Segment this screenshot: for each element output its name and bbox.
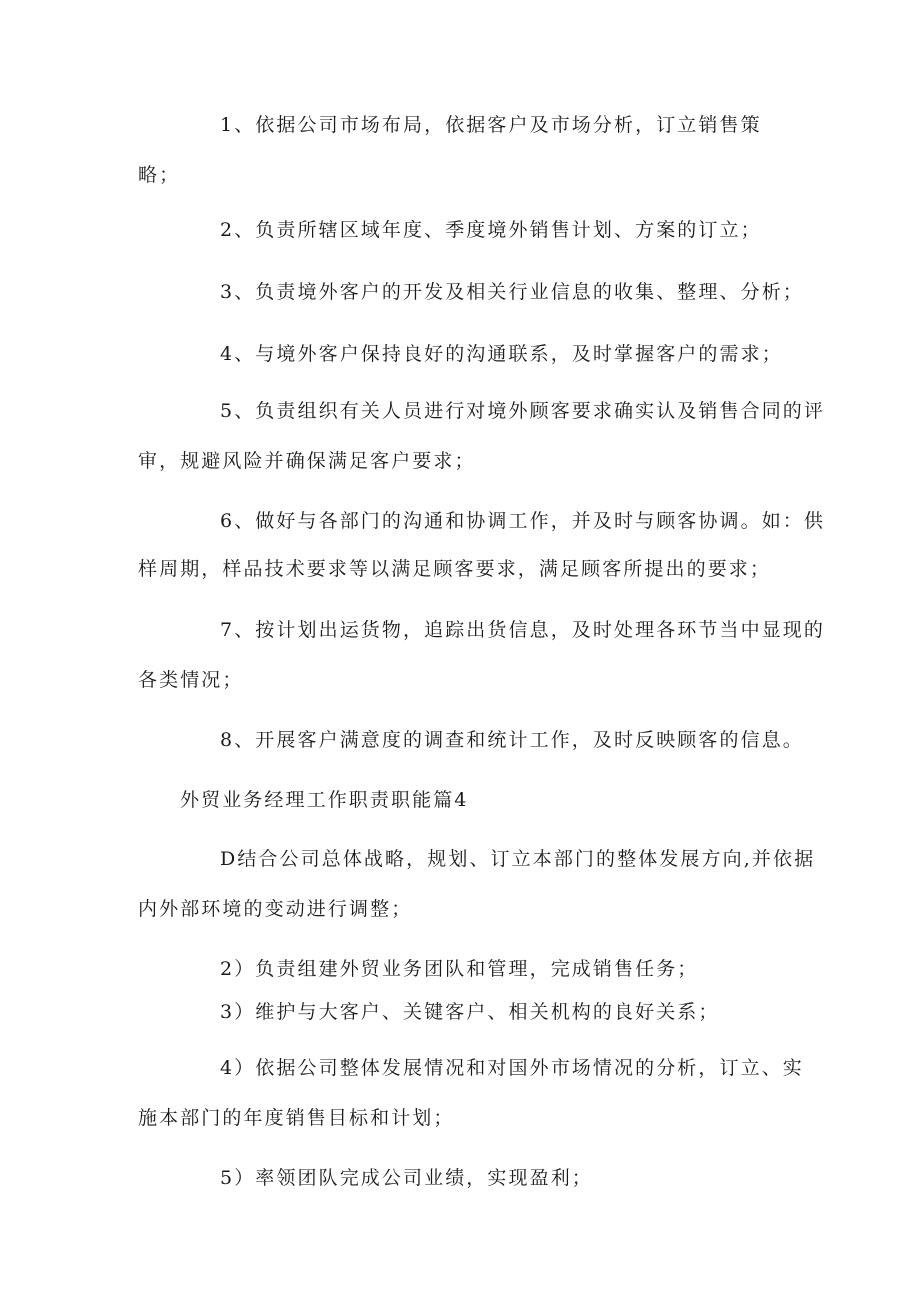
sub-item-1-line-2: 内外部环境的变动进行调整； — [138, 898, 413, 920]
item-1-line-1: 1、依据公司市场布局，依据客户及市场分析，订立销售策 — [220, 114, 762, 136]
sub-item-5: 5）率领团队完成公司业绩，实现盈利； — [220, 1167, 593, 1189]
sub-item-4-line-1: 4）依据公司整体发展情况和对国外市场情况的分析，订立、实 — [220, 1057, 804, 1079]
item-4: 4、与境外客户保持良好的沟通联系，及时掌握客户的需求； — [220, 343, 783, 365]
sub-item-2: 2）负责组建外贸业务团队和管理，完成销售任务； — [220, 958, 699, 980]
item-6-line-2: 样周期，样品技术要求等以满足顾客要求，满足顾客所提出的要求； — [138, 558, 772, 580]
sub-item-3: 3）维护与大客户、关键客户、相关机构的良好关系； — [220, 1001, 720, 1023]
item-5-line-2: 审，规避风险并确保满足客户要求； — [138, 450, 476, 472]
item-3: 3、负责境外客户的开发及相关行业信息的收集、整理、分析； — [220, 281, 804, 303]
section-heading: 外贸业务经理工作职责职能篇4 — [180, 789, 469, 811]
item-1-line-2: 略； — [138, 164, 181, 186]
sub-item-4-line-2: 施本部门的年度销售目标和计划； — [138, 1107, 455, 1129]
item-7-line-2: 各类情况； — [138, 669, 244, 691]
item-8: 8、开展客户满意度的调查和统计工作，及时反映顾客的信息。 — [220, 729, 804, 751]
item-5-line-1: 5、负责组织有关人员进行对境外顾客要求确实认及销售合同的评 — [220, 400, 825, 422]
item-6-line-1: 6、做好与各部门的沟通和协调工作，并及时与顾客协调。如：供 — [220, 510, 825, 532]
item-2: 2、负责所辖区域年度、季度境外销售计划、方案的订立； — [220, 219, 762, 241]
item-7-line-1: 7、按计划出运货物，追踪出货信息，及时处理各环节当中显现的 — [220, 619, 825, 641]
sub-item-1-line-1: D结合公司总体战略，规划、订立本部门的整体发展方向,并依据 — [220, 848, 816, 870]
